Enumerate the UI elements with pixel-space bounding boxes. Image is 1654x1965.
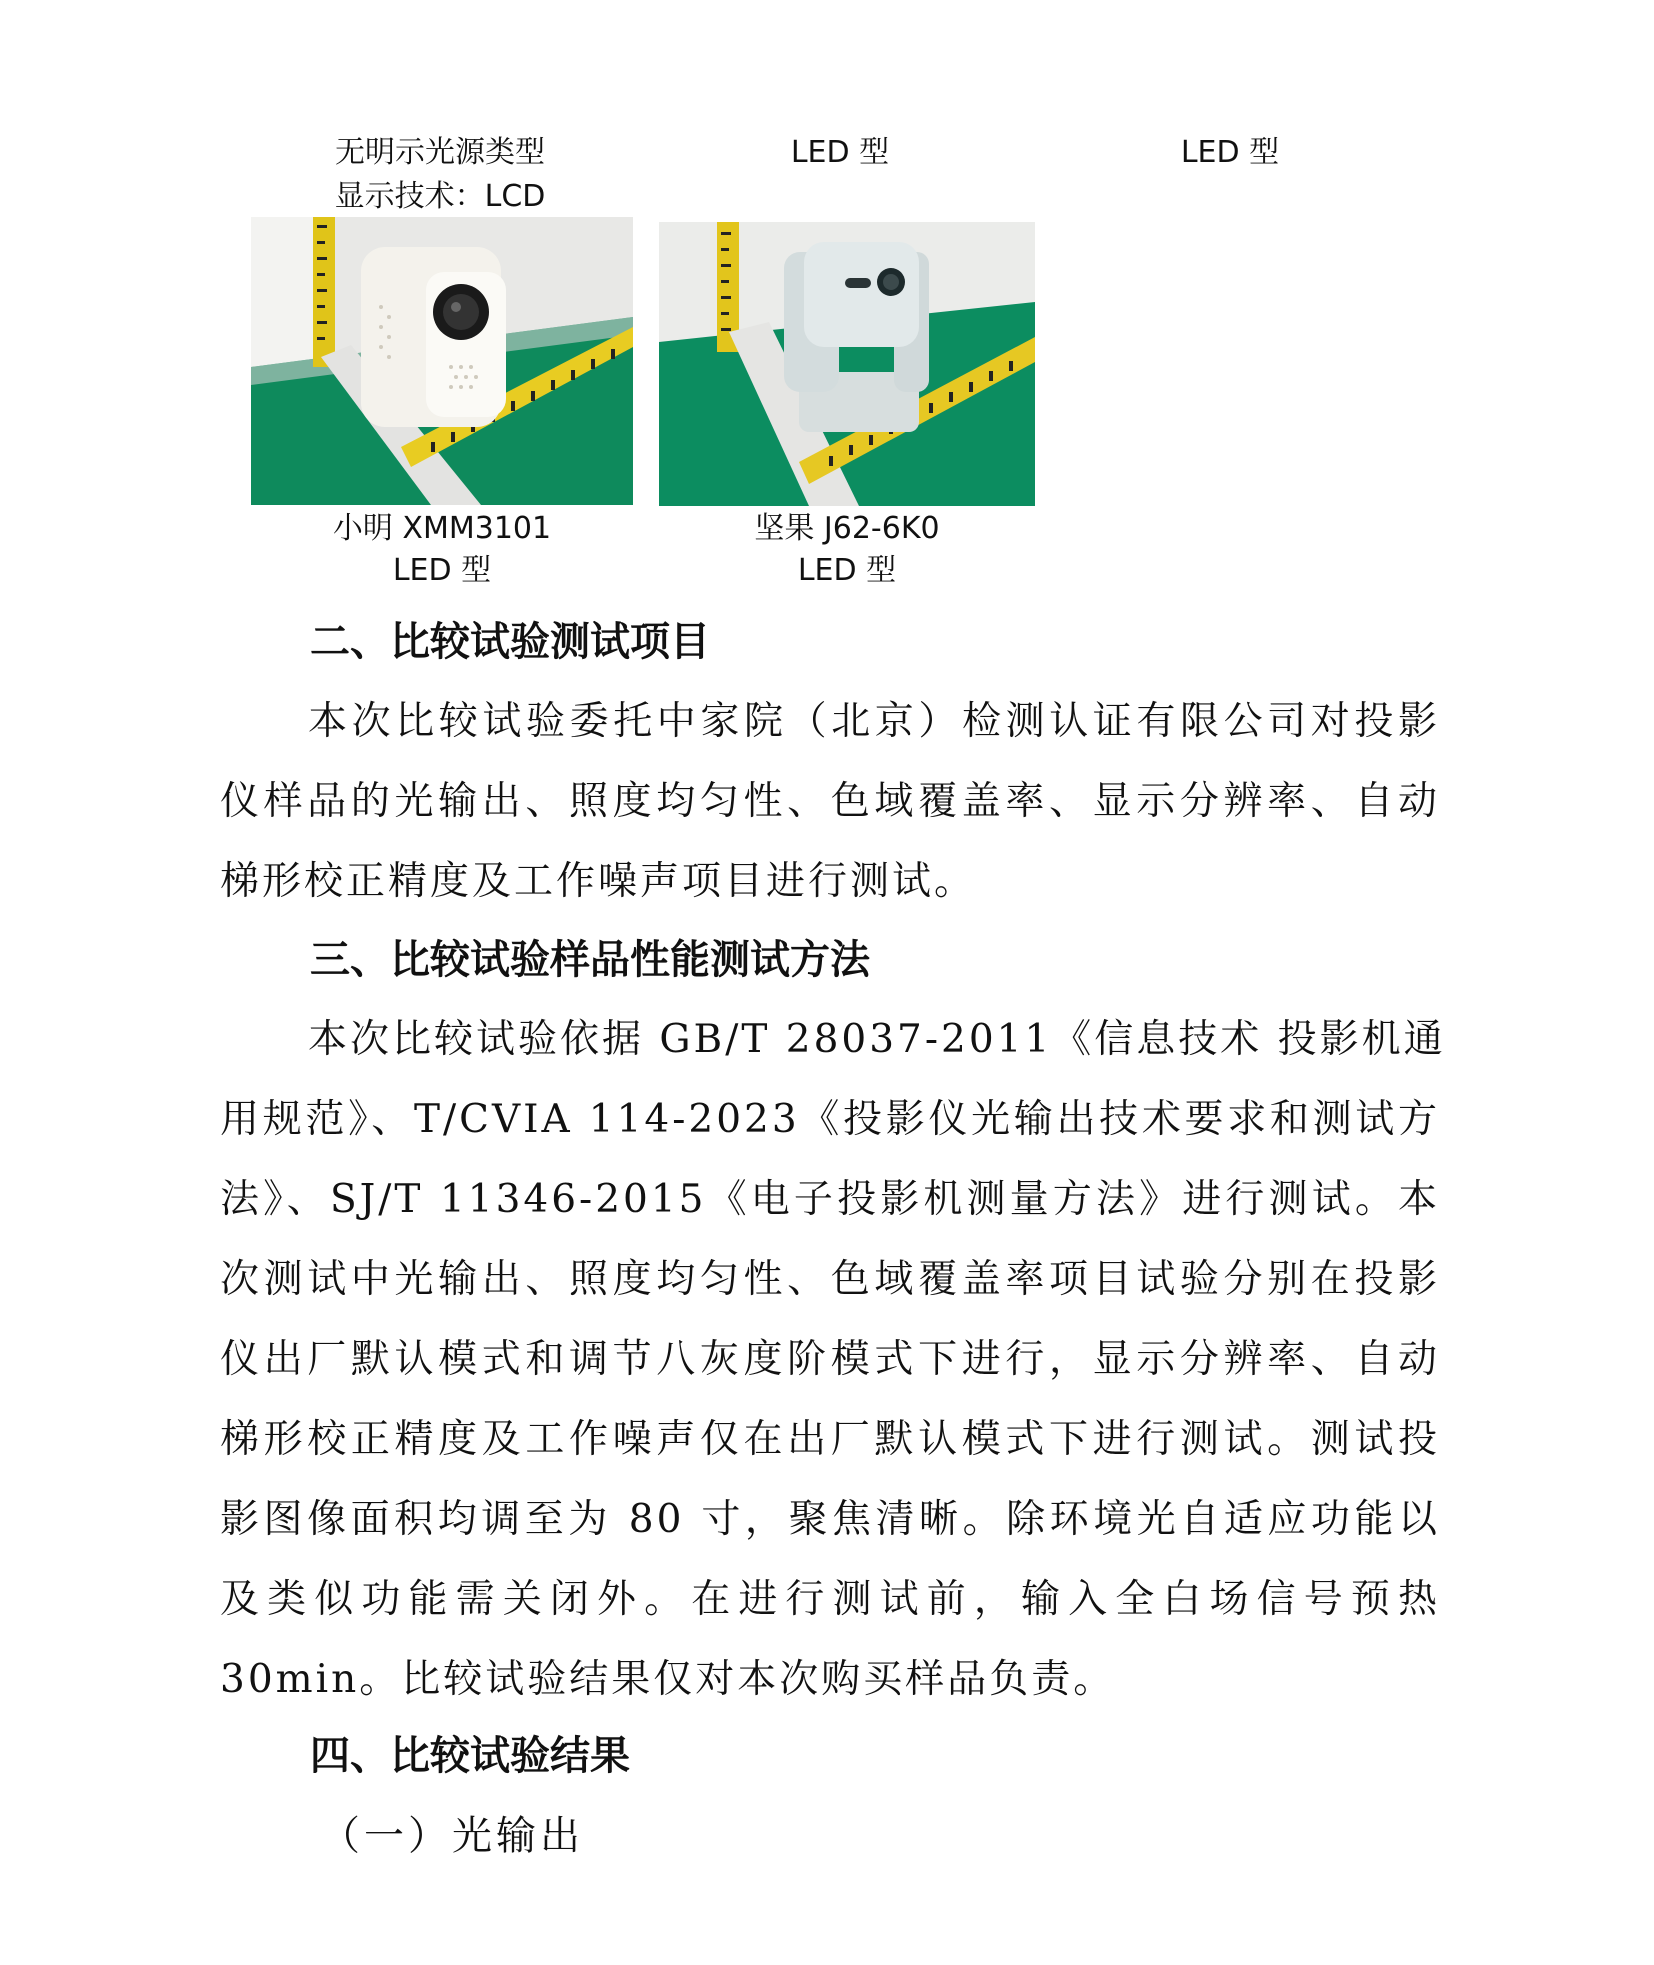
- section3-heading: 三、比较试验样品性能测试方法: [310, 937, 870, 983]
- photo2-caption-line1: 坚果 J62-6K0: [754, 511, 940, 546]
- section2-paragraph: [220, 682, 1440, 922]
- paragraph-line: 及类似功能需关闭外。在进行测试前，输入全白场信号预热: [220, 1577, 1440, 1622]
- paragraph-line: 次测试中光输出、照度均匀性、色域覆盖率项目试验分别在投影: [220, 1257, 1440, 1302]
- paragraph-line: 本次比较试验委托中家院（北京）检测认证有限公司对投影: [308, 699, 1440, 744]
- section3-paragraph: [220, 1000, 1446, 1720]
- photo1-caption-line1: 小明 XMM3101: [332, 511, 552, 546]
- col3-top-caption: LED 型: [1180, 135, 1280, 170]
- section2-heading: 二、比较试验测试项目: [310, 619, 710, 665]
- paragraph-line: 本次比较试验依据 GB/T 28037-2011《信息技术 投影机通: [308, 1017, 1446, 1062]
- product-photo-jianguo: [659, 222, 1035, 506]
- section4-subheading: （一）光输出: [320, 1813, 584, 1859]
- section4-heading: 四、比较试验结果: [310, 1733, 630, 1779]
- product-photo-xiaoming: [251, 217, 633, 505]
- paragraph-line: 影图像面积均调至为 80 寸，聚焦清晰。除环境光自适应功能以: [220, 1497, 1440, 1542]
- col2-top-caption: LED 型: [790, 135, 890, 170]
- paragraph-line: 30min。比较试验结果仅对本次购买样品负责。: [220, 1657, 1116, 1702]
- paragraph-line: 法》、SJ/T 11346-2015《电子投影机测量方法》进行测试。本: [220, 1177, 1440, 1222]
- photo2-caption-line2: LED 型: [797, 553, 897, 588]
- paragraph-line: 梯形校正精度及工作噪声项目进行测试。: [220, 859, 977, 904]
- photo1-caption-line2: LED 型: [392, 553, 492, 588]
- paragraph-line: 梯形校正精度及工作噪声仅在出厂默认模式下进行测试。测试投: [220, 1417, 1440, 1462]
- col1-top-caption-line2: 显示技术：LCD: [334, 179, 546, 214]
- paragraph-line: 用规范》、T/CVIA 114-2023《投影仪光输出技术要求和测试方: [220, 1097, 1440, 1142]
- paragraph-line: 仪样品的光输出、照度均匀性、色域覆盖率、显示分辨率、自动: [220, 779, 1440, 824]
- paragraph-line: 仪出厂默认模式和调节八灰度阶模式下进行，显示分辨率、自动: [220, 1337, 1440, 1382]
- col1-top-caption-line1: 无明示光源类型: [335, 135, 545, 170]
